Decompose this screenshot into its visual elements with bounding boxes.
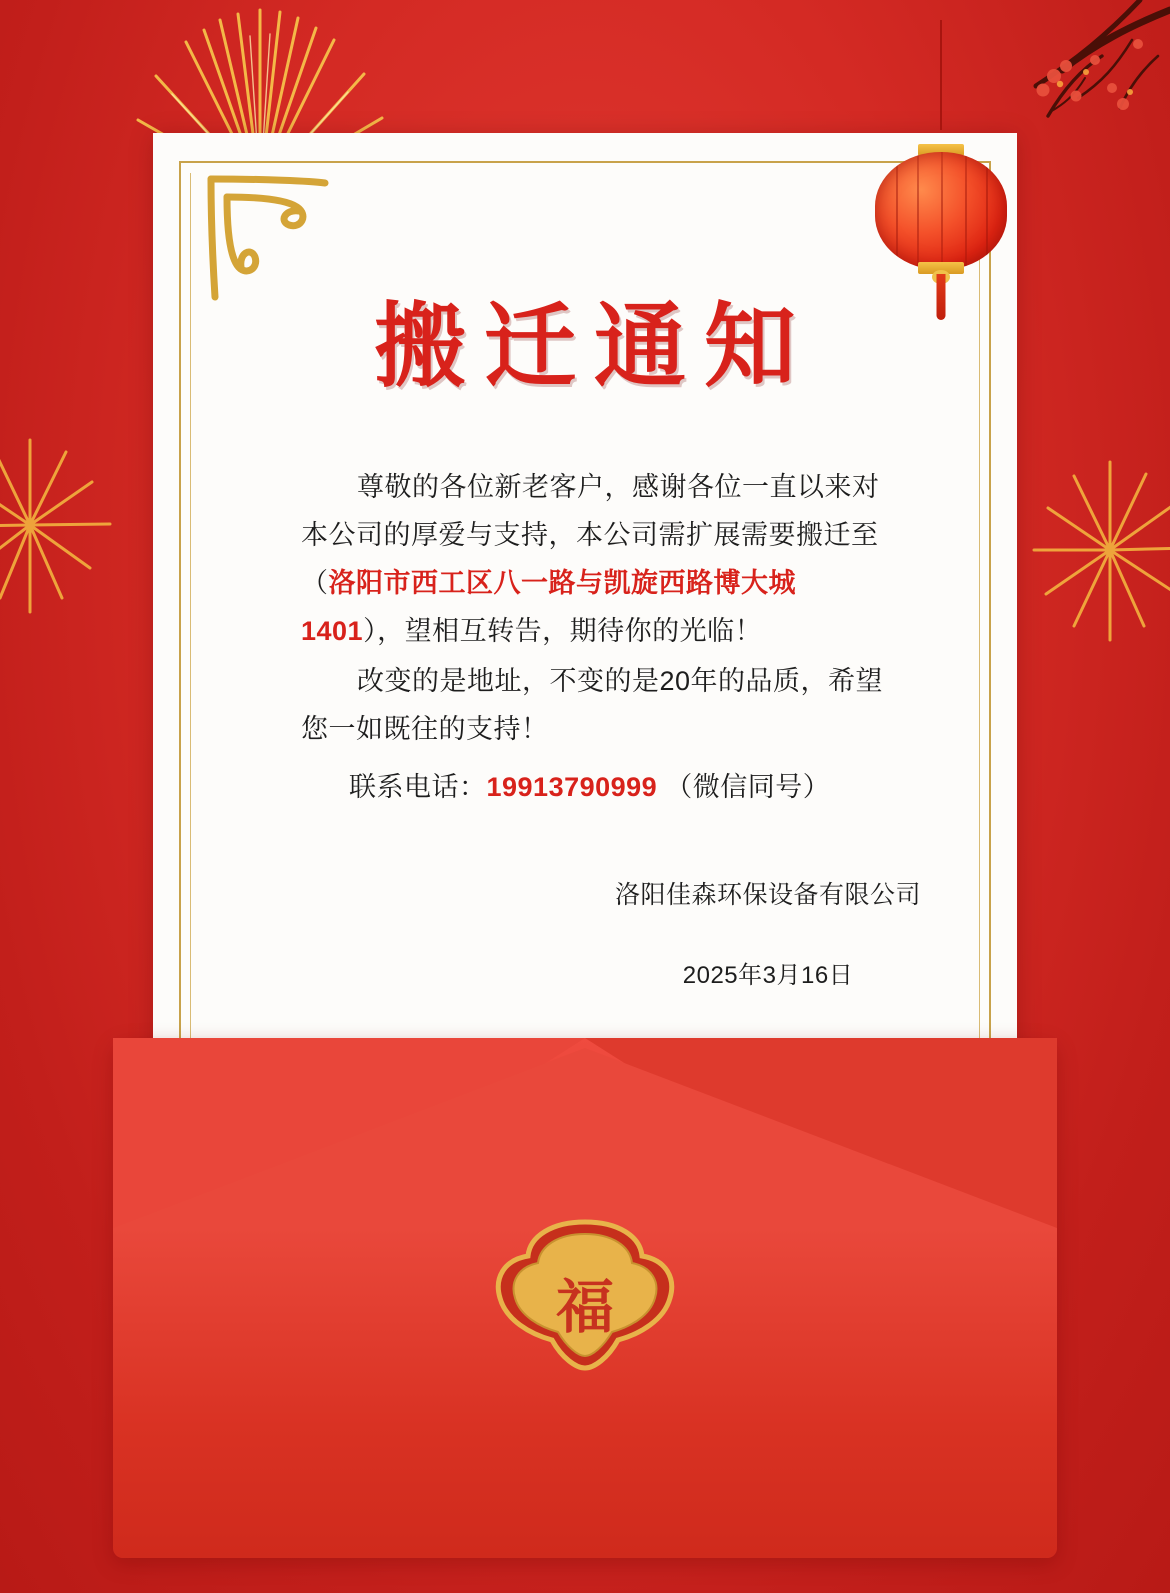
paragraph-1-tail: ），望相互转告，期待你的光临！ [363,616,763,646]
contact-label: 联系电话： [349,772,487,802]
paragraph-1-lead: 尊敬的各位新老客户，感谢各位一直以来对本公司的厚爱与支持，本公司需扩展需要搬迁至（ [301,472,880,598]
red-envelope [113,1038,1057,1558]
firework-icon [0,430,170,620]
contact-line [349,765,830,804]
paragraph-1 [301,463,897,655]
contact-note: （微信同号） [665,772,831,802]
paragraph-2: 改变的是地址，不变的是20年的品质，希望您一如既往的支持！ [301,666,884,744]
new-address-highlight: 洛阳市西工区八一路与凯旋西路博大城1401 [301,568,796,646]
company-name: 洛阳佳森环保设备有限公司 [614,881,921,909]
firework-burst-left [0,430,170,620]
notice-date: 2025年3月16日 [682,962,854,989]
fu-character: 福 [555,1273,614,1341]
notice-sheet [153,133,1017,1068]
fu-seal [490,1216,680,1376]
signature-block [615,875,921,990]
contact-phone[interactable]: 19913790999 [486,772,658,802]
notice-body [301,463,897,755]
page-title: 搬迁通知 [373,293,814,400]
lantern-cord [940,20,942,130]
